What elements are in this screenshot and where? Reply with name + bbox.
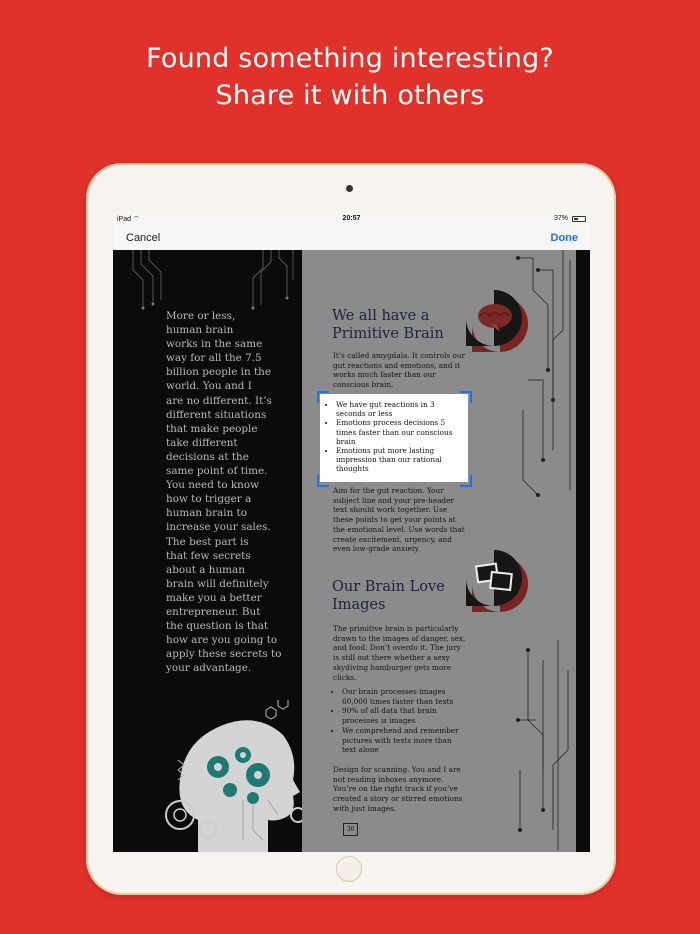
cancel-button[interactable]: Cancel: [126, 232, 161, 244]
wifi-icon: ⌔: [132, 216, 140, 223]
section2-bullets: [333, 687, 468, 755]
section2-intro: The primitive brain is particularly drawn to the images of danger, sex, and food. Don’t overdo it. The jury is still out there whether a sexy skydiving hamburger gets more clicks.: [333, 624, 466, 682]
selection-handle-bottom-left[interactable]: [317, 475, 329, 487]
head-gears-illustration-icon: [158, 700, 302, 852]
brain-badge-icon: [460, 284, 532, 356]
promo-headline-line1: Found something interesting?: [146, 43, 554, 74]
section2-heading: Our Brain Love Images: [332, 579, 445, 613]
section1-bullets: [327, 400, 465, 474]
list-item: • We have gut reactions in 3 seconds or less: [336, 400, 465, 418]
list-item: • Emotions process decisions 5 times faster than our conscious brain: [336, 418, 465, 446]
device-screen: [113, 212, 590, 852]
nav-bar: [113, 226, 590, 250]
list-item: • We comprehend and remember pictures with texts more than text alone: [342, 726, 468, 755]
list-item: • Our brain processes images 60,000 times faster than texts: [342, 687, 468, 706]
section1-after: Aim for the gut reaction. Your subject line and your pre-header text should work together. Use these points to get your points at the emotional level. Use words that create excitement, urgency, and even low-grade anxiety.: [333, 486, 465, 554]
home-button: [336, 856, 362, 882]
carrier-label: iPad ⌔: [117, 216, 140, 223]
left-column-text: More or less, human brain works in the same way for all the 7.5 billion people in the world. You and I are no different. It’s different situations that make people take different decisions at the same point of time. You need to know how to trigger a human brain to increase your sales. The best part is that few secrets about a human brain will definitely make you a better entrepreneur. But the question is that how are you going to apply these secrets to your advantage.: [166, 310, 282, 675]
list-item: • 90% of all data that brain processes is images: [342, 706, 468, 725]
section1-intro: It’s called amygdala. It controls our gut reactions and emotions, and it works much faster than our conscious brain.: [333, 351, 466, 390]
battery-icon: [572, 216, 586, 222]
section2-after: Design for scanning. You and I are not reading inboxes anymore. You’re on the right track if you’ve created a story or stirred emotions with just images.: [333, 765, 463, 813]
battery-percent: 37%: [553, 215, 568, 222]
circuit-decoration-icon: [113, 250, 302, 310]
list-item: • Emotions put more lasting impression than our rational thoughts: [336, 446, 465, 474]
section1-heading: We all have a Primitive Brain: [332, 308, 444, 342]
page-number: 30: [343, 823, 358, 836]
promo-headline-line2: Share it with others: [215, 80, 485, 111]
done-button[interactable]: Done: [550, 232, 578, 244]
promo-headline: [0, 40, 700, 114]
images-badge-icon: [460, 544, 532, 616]
camera-icon: [346, 185, 353, 192]
status-time: 20:57: [342, 215, 361, 222]
status-bar: [113, 212, 590, 226]
document-page: [113, 250, 590, 852]
